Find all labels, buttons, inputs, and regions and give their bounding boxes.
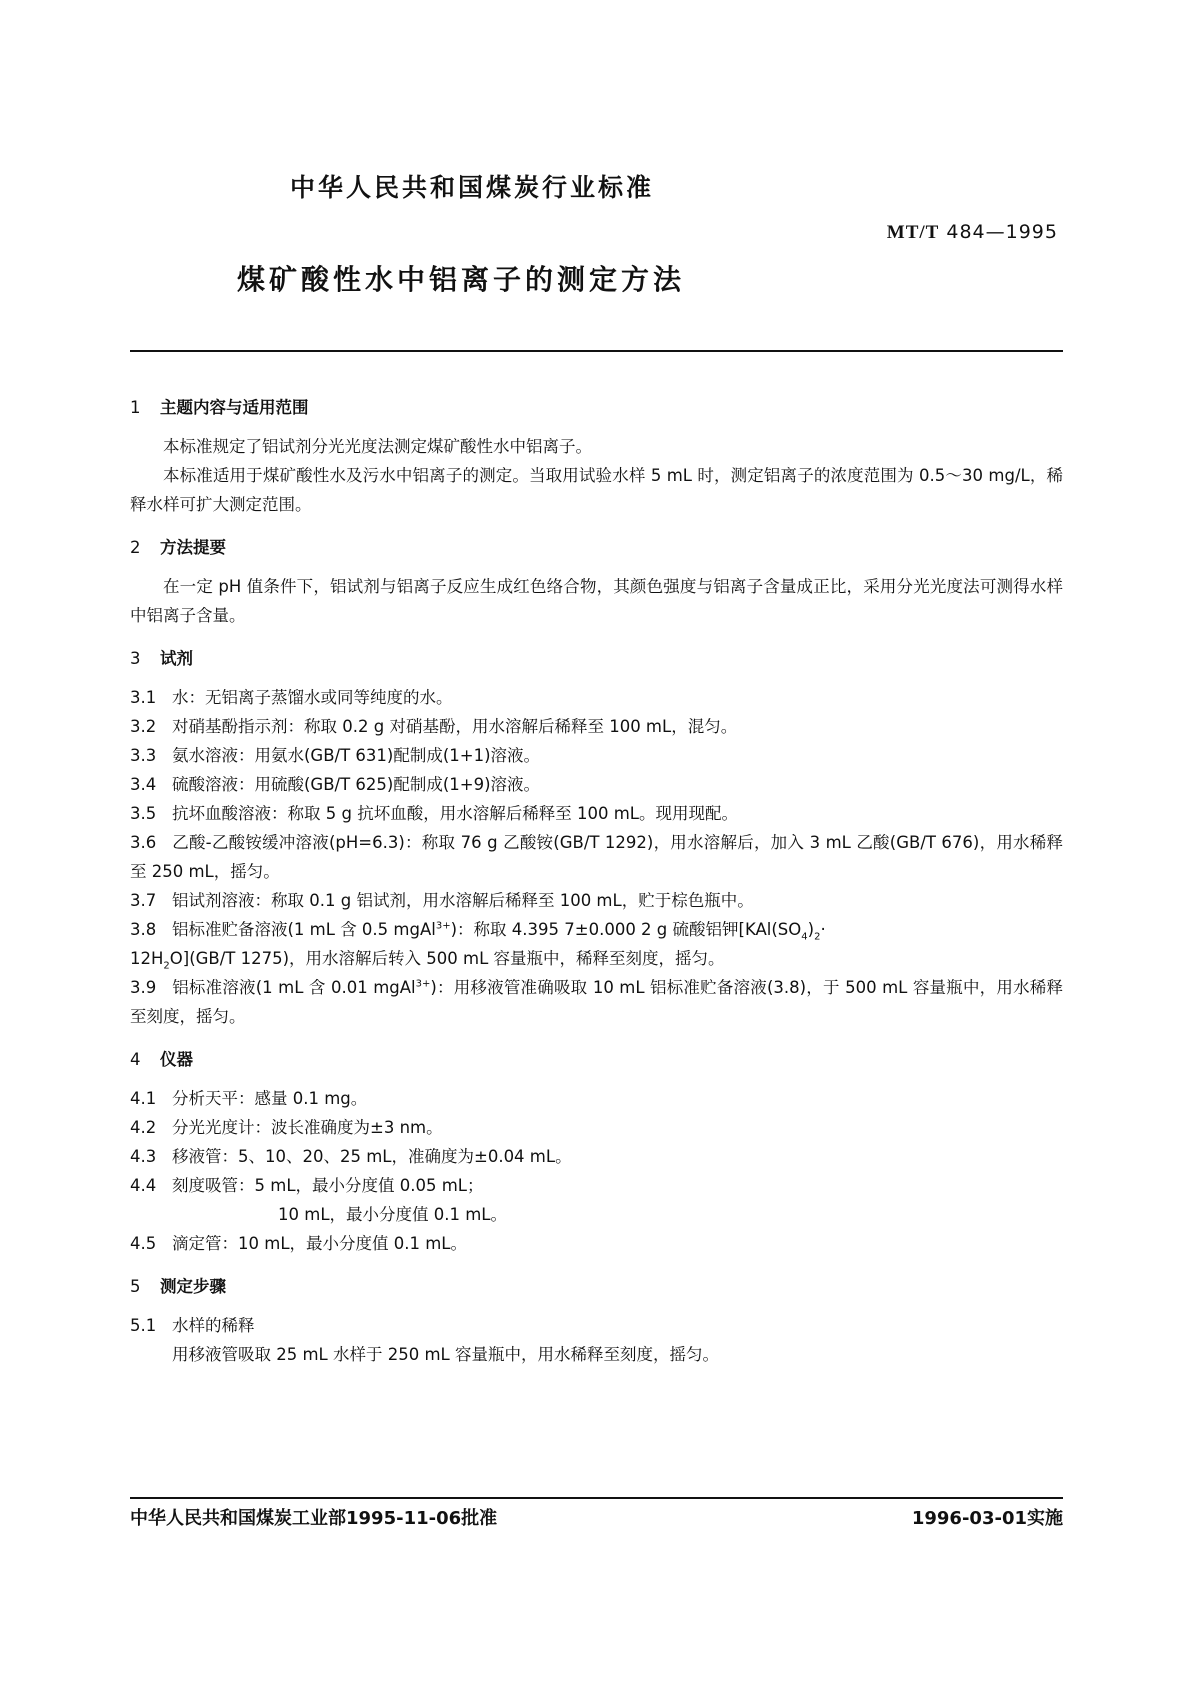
item-number: 3.9 xyxy=(130,978,157,997)
section-2-heading xyxy=(130,533,1063,562)
document-title: 煤矿酸性水中铝离子的测定方法 xyxy=(237,263,686,296)
item-text: 硫酸溶液：用硫酸(GB/T 625)配制成(1+9)溶液。 xyxy=(172,775,541,794)
document-body xyxy=(130,393,1063,1369)
item-number: 3.4 xyxy=(130,775,157,794)
item-number: 4.1 xyxy=(130,1089,157,1108)
subscript: 2 xyxy=(814,931,821,943)
superscript: 3+ xyxy=(415,978,431,990)
list-item xyxy=(130,770,1063,799)
item-number: 4.2 xyxy=(130,1118,157,1137)
header-org: 中华人民共和国煤炭行业标准 xyxy=(290,173,655,202)
section-3-heading xyxy=(130,644,1063,673)
header-divider xyxy=(130,350,1063,352)
list-item xyxy=(130,741,1063,770)
section-number: 2 xyxy=(130,538,141,557)
item-text: 对硝基酚指示剂：称取 0.2 g 对硝基酚，用水溶解后稀释至 100 mL，混匀。 xyxy=(172,717,738,736)
item-text-part: 12H xyxy=(130,949,164,968)
section-1-heading xyxy=(130,393,1063,422)
section-title: 试剂 xyxy=(160,649,193,668)
item-number: 4.5 xyxy=(130,1234,157,1253)
section-4-heading xyxy=(130,1045,1063,1074)
list-item xyxy=(130,1171,1063,1200)
footer-divider xyxy=(130,1497,1063,1499)
item-number: 4.3 xyxy=(130,1147,157,1166)
item-text: 刻度吸管：5 mL，最小分度值 0.05 mL； xyxy=(172,1176,484,1195)
list-item xyxy=(130,1142,1063,1171)
item-text: 水样的稀释 xyxy=(172,1316,255,1335)
paragraph: 在一定 pH 值条件下，铝试剂与铝离子反应生成红色络合物，其颜色强度与铝离子含量成正比，采用分光光度法可测得水样中铝离子含量。 xyxy=(130,577,1063,625)
item-text: 乙酸-乙酸铵缓冲溶液(pH=6.3)：称取 76 g 乙酸铵(GB/T 1292)，用水溶解后，加入 3 mL 乙酸(GB/T 676)，用水稀释至 250 mL，摇匀。 xyxy=(130,833,1063,881)
section-number: 4 xyxy=(130,1050,141,1069)
item-number: 5.1 xyxy=(130,1316,157,1335)
superscript: 3+ xyxy=(435,920,451,932)
item-text-part: ) xyxy=(807,920,815,939)
subscript: 4 xyxy=(801,931,808,943)
list-item xyxy=(130,712,1063,741)
section-title: 测定步骤 xyxy=(160,1277,226,1296)
section-title: 方法提要 xyxy=(160,538,226,557)
item-number: 3.3 xyxy=(130,746,157,765)
list-item xyxy=(130,1084,1063,1113)
paragraph: 本标准规定了铝试剂分光光度法测定煤矿酸性水中铝离子。 xyxy=(163,437,592,456)
item-number: 3.8 xyxy=(130,920,157,939)
item-text: 分光光度计：波长准确度为±3 nm。 xyxy=(172,1118,443,1137)
paragraph: 用移液管吸取 25 mL 水样于 250 mL 容量瓶中，用水稀释至刻度，摇匀。 xyxy=(172,1345,719,1364)
item-text-part: 铝标准贮备溶液(1 mL 含 0.5 mgAl xyxy=(172,920,436,939)
section-title: 主题内容与适用范围 xyxy=(160,398,309,417)
item-number: 3.2 xyxy=(130,717,157,736)
item-text-part: O](GB/T 1275)，用水溶解后转入 500 mL 容量瓶中，稀释至刻度，摇匀。 xyxy=(169,949,725,968)
item-text: 水：无铝离子蒸馏水或同等纯度的水。 xyxy=(172,688,453,707)
list-item xyxy=(130,1311,1063,1340)
list-item xyxy=(130,683,1063,712)
section-5-heading xyxy=(130,1272,1063,1301)
item-text: 滴定管：10 mL，最小分度值 0.1 mL。 xyxy=(172,1234,468,1253)
item-text: 移液管：5、10、20、25 mL，准确度为±0.04 mL。 xyxy=(172,1147,572,1166)
item-text-part: · xyxy=(820,920,826,939)
standard-code-prefix: MT/T xyxy=(886,222,940,243)
item-continuation: 10 mL，最小分度值 0.1 mL。 xyxy=(278,1205,508,1224)
item-text-part: 铝标准溶液(1 mL 含 0.01 mgAl xyxy=(172,978,416,997)
item-text: 氨水溶液：用氨水(GB/T 631)配制成(1+1)溶液。 xyxy=(172,746,541,765)
list-item xyxy=(130,915,1063,973)
item-text: 抗坏血酸溶液：称取 5 g 抗坏血酸，用水溶解后稀释至 100 mL。现用现配。 xyxy=(172,804,738,823)
subscript: 2 xyxy=(163,960,170,972)
paragraph: 本标准适用于煤矿酸性水及污水中铝离子的测定。当取用试验水样 5 mL 时，测定铝离子的浓度范围为 0.5～30 mg/L，稀释水样可扩大测定范围。 xyxy=(130,466,1063,514)
list-item xyxy=(130,799,1063,828)
list-item xyxy=(130,1229,1063,1258)
list-item xyxy=(130,886,1063,915)
item-number: 3.7 xyxy=(130,891,157,910)
section-number: 1 xyxy=(130,398,141,417)
item-text: 铝试剂溶液：称取 0.1 g 铝试剂，用水溶解后稀释至 100 mL，贮于棕色瓶中。 xyxy=(172,891,754,910)
section-number: 3 xyxy=(130,649,141,668)
list-item xyxy=(130,1113,1063,1142)
item-text: 分析天平：感量 0.1 mg。 xyxy=(172,1089,368,1108)
list-item xyxy=(130,973,1063,1031)
approval-line: 中华人民共和国煤炭工业部1995-11-06批准 xyxy=(130,1508,498,1529)
item-number: 3.5 xyxy=(130,804,157,823)
standard-code xyxy=(887,221,1058,244)
item-number: 4.4 xyxy=(130,1176,157,1195)
standard-code-number: 484—1995 xyxy=(939,221,1058,243)
item-text-part: )：用移液管准确吸取 10 mL 铝标准贮备溶液(3.8)，于 500 mL 容量瓶中，用水稀释至刻度，摇匀。 xyxy=(130,978,1063,1026)
item-number: 3.6 xyxy=(130,833,157,852)
list-item xyxy=(130,828,1063,886)
section-title: 仪器 xyxy=(160,1050,193,1069)
implementation-date: 1996-03-01实施 xyxy=(911,1508,1063,1529)
item-text-part: )：称取 4.395 7±0.000 2 g 硫酸铝钾[KAl(SO xyxy=(450,920,802,939)
item-number: 3.1 xyxy=(130,688,157,707)
section-number: 5 xyxy=(130,1277,141,1296)
